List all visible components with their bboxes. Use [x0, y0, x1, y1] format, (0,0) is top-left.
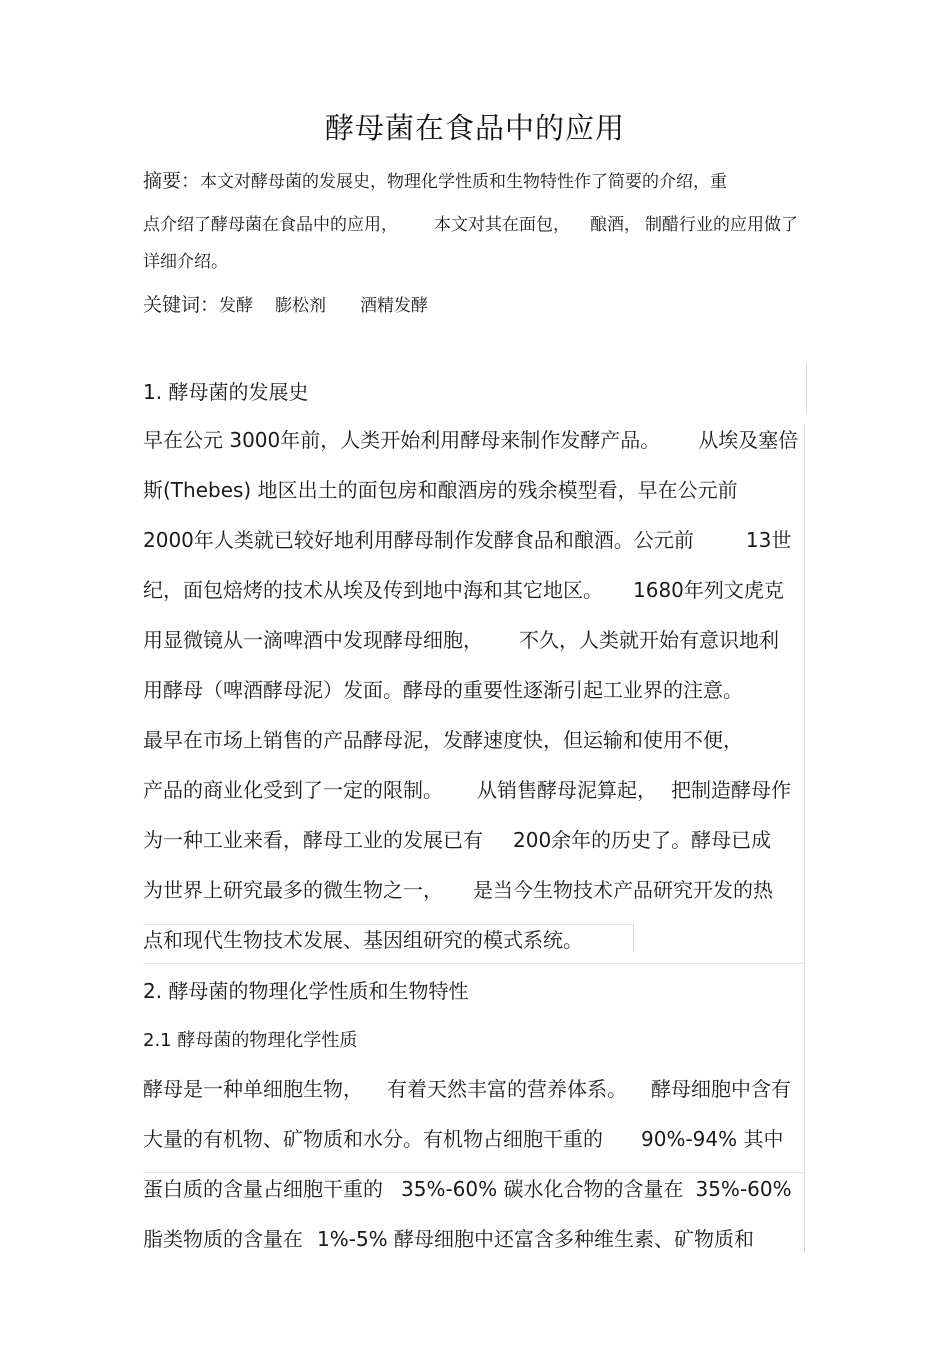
section-heading: 2. 酵母菌的物理化学性质和生物特性 [143, 979, 469, 1003]
text-run: 1%-5% 酵母细胞中还富含多种维生素、矿物质和 [317, 1227, 755, 1251]
text-run: 斯(Thebes) 地区出土的面包房和酿酒房的残余模型看，早在公元前 [143, 478, 738, 502]
body-line [143, 826, 771, 854]
text-run: 200余年的历史了。酵母已成 [513, 828, 772, 852]
body-line [143, 426, 798, 454]
body-line [143, 676, 743, 704]
text-run: 为一种工业来看，酵母工业的发展已有 [143, 828, 483, 852]
text-run: 早在公元 3000年前，人类开始利用酵母来制作发酵产品。 [143, 428, 661, 452]
abstract-line-2: 点介绍了酵母菌在食品中的应用， 本文对其在面包， 酿酒， 制醋行业的应用做了 [143, 215, 798, 235]
body-line [143, 1075, 791, 1103]
keywords-line [143, 290, 428, 317]
scan-rule [143, 924, 633, 925]
text-run: 点和现代生物技术发展、基因组研究的模式系统。 [143, 928, 583, 952]
body-line [143, 776, 791, 804]
body-line [143, 526, 791, 554]
text-run: 35%-60% 碳水化合物的含量在 [401, 1177, 684, 1201]
body-line [143, 1225, 754, 1253]
keywords-label: 关键词： [143, 294, 220, 316]
text-run: 为世界上研究最多的微生物之一， [143, 878, 443, 902]
body-line [143, 626, 779, 654]
text-run: 是当今生物技术产品研究开发的热 [473, 878, 773, 902]
body-line [143, 1125, 783, 1153]
text-run: 蛋白质的含量占细胞干重的 [143, 1177, 383, 1201]
text-run: 纪，面包焙烤的技术从埃及传到地中海和其它地区。 [143, 578, 603, 602]
body-line [143, 926, 583, 954]
abstract-line-3: 详细介绍。 [143, 252, 228, 272]
text-run: 从埃及塞倍 [698, 428, 799, 452]
text-run: 不久，人类就开始有意识地利 [519, 628, 779, 652]
text-run: 13世 [745, 528, 792, 552]
text-run: 有着天然丰富的营养体系。 [387, 1077, 627, 1101]
body-line [143, 726, 743, 754]
text-run: 脂类物质的含量在 [143, 1227, 303, 1251]
keyword: 酒精发酵 [360, 296, 429, 316]
text-run: 产品的商业化受到了一定的限制。 [143, 778, 443, 802]
text-run: 用酵母（啤酒酵母泥）发面。酵母的重要性逐渐引起工业界的注意。 [143, 678, 743, 702]
text-run: 把制造酵母作 [671, 778, 791, 802]
scan-rule [806, 364, 807, 414]
document-title: 酵母菌在食品中的应用 [324, 111, 625, 145]
sub-heading: 2.1 酵母菌的物理化学性质 [143, 1030, 358, 1051]
text-run: 大量的有机物、矿物质和水分。有机物占细胞干重的 [143, 1127, 603, 1151]
text-run: 最早在市场上销售的产品酵母泥，发酵速度快，但运输和使用不便， [143, 728, 743, 752]
scan-rule [143, 1172, 805, 1173]
scan-rule [804, 424, 805, 1252]
text-run: 2000年人类就已较好地利用酵母制作发酵食品和酿酒。公元前 [143, 528, 694, 552]
keyword: 发酵 [219, 296, 254, 316]
text-run: 酵母细胞中含有 [651, 1077, 791, 1101]
scan-rule [633, 924, 634, 952]
text-run: 从销售酵母泥算起， [477, 778, 657, 802]
abstract-label: 摘要： [143, 170, 201, 192]
text-run: 35%-60% [695, 1177, 792, 1201]
text-run: 90%-94% 其中 [641, 1127, 784, 1151]
body-line [143, 576, 784, 604]
text-run: 用显微镜从一滴啤酒中发现酵母细胞， [143, 628, 483, 652]
abstract-line-1: 摘要：本文对酵母菌的发展史，物理化学性质和生物特性作了简要的介绍，重 [143, 170, 728, 192]
body-line [143, 876, 773, 904]
body-line [143, 476, 738, 504]
body-line [143, 1175, 792, 1203]
section-heading: 1. 酵母菌的发展史 [143, 380, 309, 404]
keyword: 膨松剂 [275, 296, 327, 316]
text-run: 1680年列文虎克 [633, 578, 784, 602]
text-run: 酵母是一种单细胞生物， [143, 1077, 363, 1101]
scan-rule [143, 963, 805, 964]
